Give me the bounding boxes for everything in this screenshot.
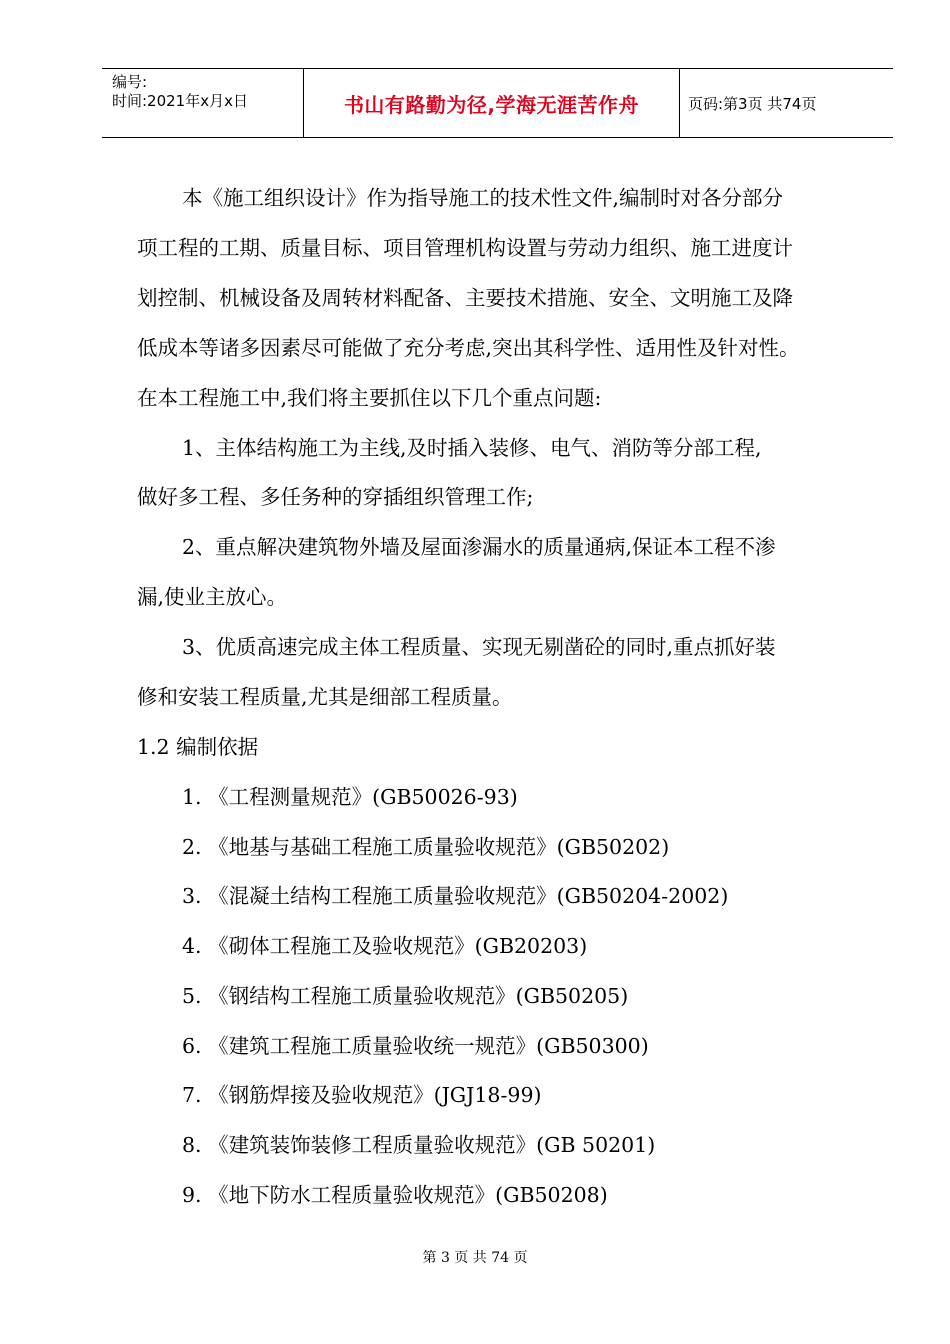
reference-item: 7. 《钢筋焊接及验收规范》(JGJ18-99) xyxy=(182,1083,542,1107)
intro-line: 本《施工组织设计》作为指导施工的技术性文件,编制时对各分部分 xyxy=(182,186,784,210)
header-meta-cell xyxy=(102,69,304,137)
reference-item: 3. 《混凝土结构工程施工质量验收规范》(GB50204-2002) xyxy=(182,884,729,908)
intro-line: 低成本等诸多因素尽可能做了充分考虑,突出其科学性、适用性及针对性。 xyxy=(137,336,800,360)
time-label: 时间:2021年x月x日 xyxy=(112,92,248,110)
reference-item: 1. 《工程测量规范》(GB50026-93) xyxy=(182,785,518,809)
intro-line: 划控制、机械设备及周转材料配备、主要技术措施、安全、文明施工及降 xyxy=(137,286,793,310)
reference-item: 9. 《地下防水工程质量验收规范》(GB50208) xyxy=(182,1183,608,1207)
intro-line: 在本工程施工中,我们将主要抓住以下几个重点问题: xyxy=(137,386,602,410)
point-3-line-2: 修和安装工程质量,尤其是细部工程质量。 xyxy=(137,685,513,709)
header-motto-cell xyxy=(304,69,680,137)
point-2-line-1: 2、重点解决建筑物外墙及屋面渗漏水的质量通病,保证本工程不渗 xyxy=(182,535,776,559)
number-label: 编号: xyxy=(112,73,148,91)
motto-text: 书山有路勤为径,学海无涯苦作舟 xyxy=(343,92,640,117)
reference-item: 5. 《钢结构工程施工质量验收规范》(GB50205) xyxy=(182,984,629,1008)
reference-item: 6. 《建筑工程施工质量验收统一规范》(GB50300) xyxy=(182,1034,649,1058)
point-1-line-1: 1、主体结构施工为主线,及时插入装修、电气、消防等分部工程, xyxy=(182,436,762,460)
reference-item: 4. 《砌体工程施工及验收规范》(GB20203) xyxy=(182,934,588,958)
section-heading: 1.2 编制依据 xyxy=(137,735,259,759)
reference-item: 8. 《建筑装饰装修工程质量验收规范》(GB 50201) xyxy=(182,1133,656,1157)
point-2-line-2: 漏,使业主放心。 xyxy=(137,585,288,609)
intro-line: 项工程的工期、质量目标、项目管理机构设置与劳动力组织、施工进度计 xyxy=(137,236,793,260)
page-footer: 第 3 页 共 74 页 xyxy=(422,1250,528,1266)
header-page-info: 页码:第3页 共74页 xyxy=(688,94,817,113)
header-page-cell xyxy=(680,69,893,137)
point-1-line-2: 做好多工程、多任务种的穿插组织管理工作; xyxy=(137,485,534,509)
document-header xyxy=(102,68,893,138)
point-3-line-1: 3、优质高速完成主体工程质量、实现无剔凿砼的同时,重点抓好装 xyxy=(182,635,776,659)
reference-item: 2. 《地基与基础工程施工质量验收规范》(GB50202) xyxy=(182,835,670,859)
